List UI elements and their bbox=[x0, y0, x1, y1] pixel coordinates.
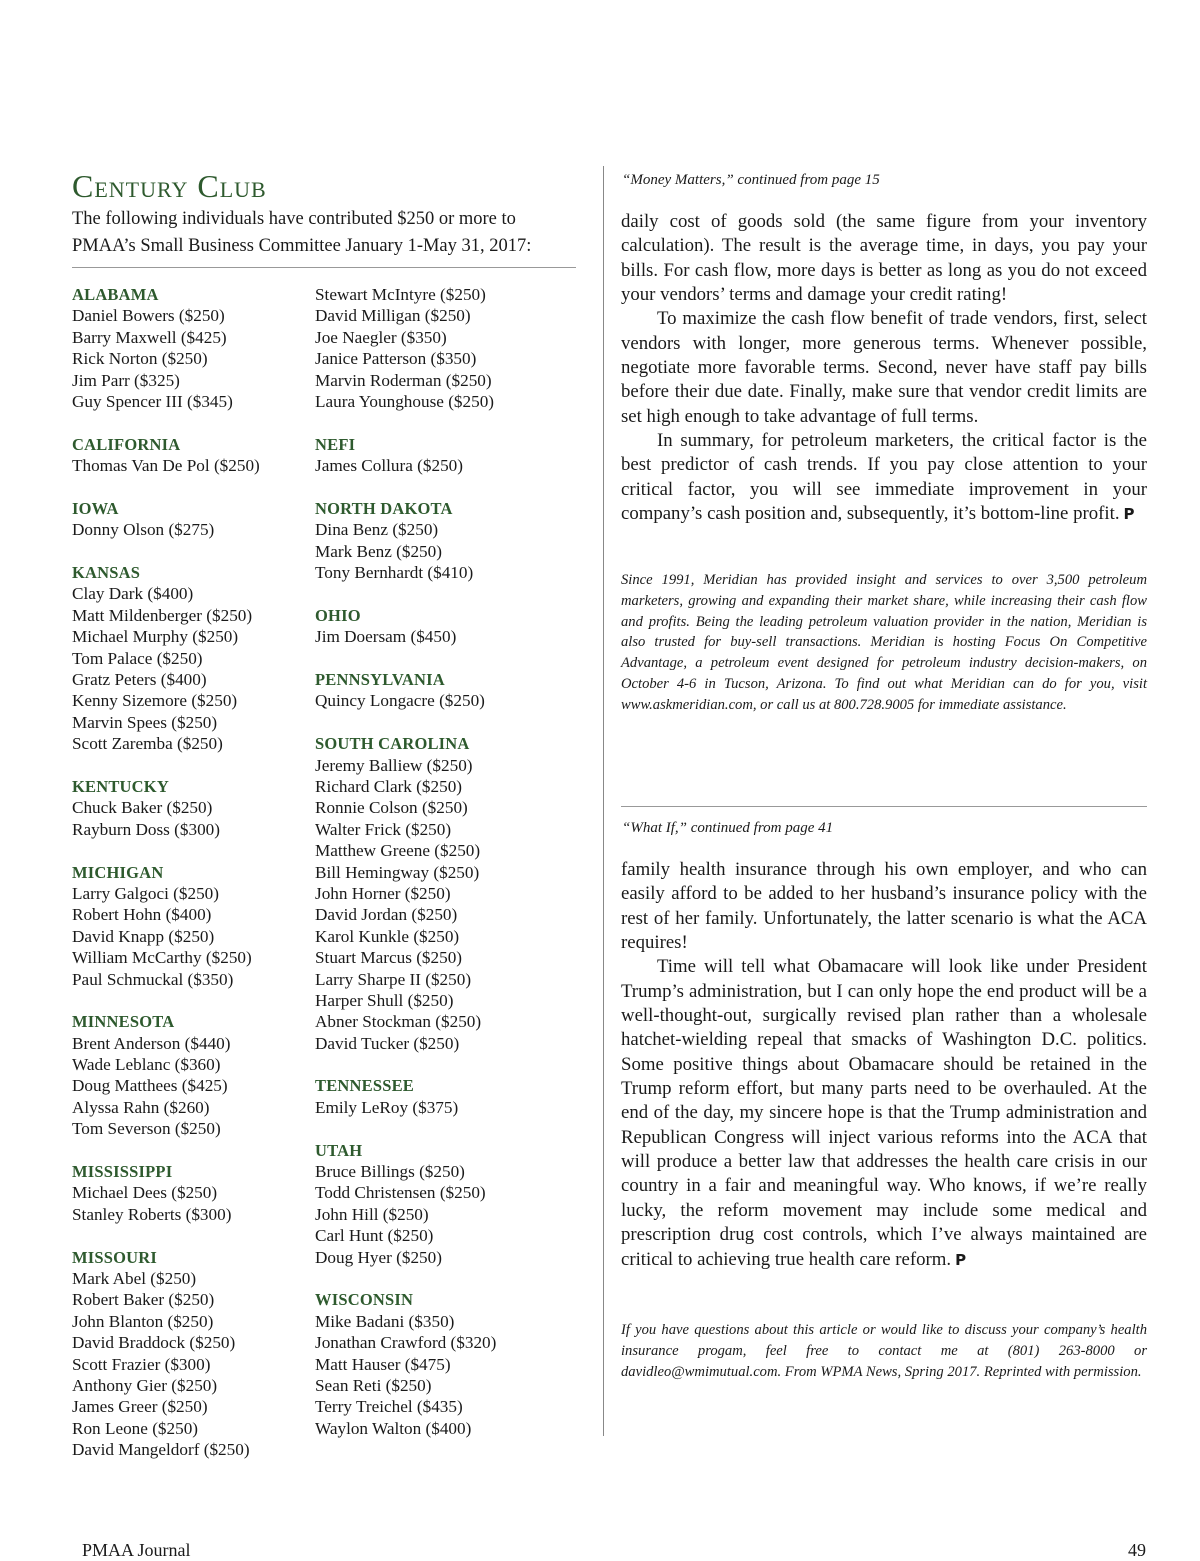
journal-name: PMAA Journal bbox=[82, 1540, 191, 1560]
state-group bbox=[315, 1289, 553, 1439]
contributor-entry: Rick Norton ($250) bbox=[72, 349, 208, 369]
contributor-entry: David Mangeldorf ($250) bbox=[72, 1440, 250, 1460]
contributor-entry: David Tucker ($250) bbox=[315, 1033, 460, 1053]
contributor-column-2 bbox=[315, 284, 553, 1460]
contributor-entry: Mark Abel ($250) bbox=[72, 1268, 197, 1288]
contributor-entry: Quincy Longacre ($250) bbox=[315, 691, 485, 711]
state-heading: CALIFORNIA bbox=[72, 434, 181, 454]
state-group bbox=[72, 284, 310, 412]
state-group bbox=[315, 284, 553, 412]
contributor-entry: Rayburn Doss ($300) bbox=[72, 819, 220, 839]
article-paragraph bbox=[621, 429, 1147, 526]
section-divider bbox=[72, 267, 576, 268]
state-group bbox=[72, 434, 310, 477]
contributor-entry: Jim Parr ($325) bbox=[72, 370, 180, 390]
contributor-entry: Walter Frick ($250) bbox=[315, 819, 452, 839]
state-group bbox=[72, 562, 310, 755]
contributor-entry: Tony Bernhardt ($410) bbox=[315, 563, 474, 583]
contributor-entry: Laura Younghouse ($250) bbox=[315, 391, 495, 411]
contributor-entry: Joe Naegler ($350) bbox=[315, 327, 447, 347]
contributor-entry: Alyssa Rahn ($260) bbox=[72, 1097, 210, 1117]
article-paragraph-text: Time will tell what Obamacare will look like under President Trump’s administration, but I can only hope the end product will be a well-thought-out, surgically revised plan rather than a wholesale hatchet-wielding repeal that smacks of Washington D.C. politics. Some positive things about Obamacare should be retained in the Trump reform effort, but many parts need to be overhauled. At the end of the day, my sincere hope is that the Trump administration and Republican Congress will inject various reforms into the ACA that will produce a better law that addresses the health care crisis in our country in a fair and meaningful way. Who knows, if we’re really lucky, the reform movement may include some medical and prescription drug cost controls, which I’ve always maintained are critical to achieving true health care reform. bbox=[621, 956, 1147, 1270]
state-heading: WISCONSIN bbox=[315, 1290, 414, 1310]
contributor-entry: Chuck Baker ($250) bbox=[72, 798, 213, 818]
state-heading: SOUTH CAROLINA bbox=[315, 734, 470, 754]
contributor-entry: Thomas Van De Pol ($250) bbox=[72, 456, 260, 476]
contributor-entry: Tom Severson ($250) bbox=[72, 1119, 221, 1139]
state-group bbox=[72, 862, 310, 990]
state-group bbox=[315, 669, 553, 712]
contributor-entry: Harper Shull ($250) bbox=[315, 990, 454, 1010]
contributor-entry: Marvin Spees ($250) bbox=[72, 712, 218, 732]
contributor-entry: Larry Galgoci ($250) bbox=[72, 883, 219, 903]
contributor-entry: Robert Baker ($250) bbox=[72, 1290, 215, 1310]
contributor-entry: Jim Doersam ($450) bbox=[315, 627, 457, 647]
contributor-entry: Stuart Marcus ($250) bbox=[315, 948, 463, 968]
article-paragraph-text: In summary, for petroleum marketers, the critical factor is the best predictor of cash trends. If you pay close attention to your critical factor, you will see immediate improvement in your company’s cash position and, subsequently, it’s bottom-line profit. bbox=[621, 430, 1147, 525]
contributor-entry: Guy Spencer III ($345) bbox=[72, 391, 233, 411]
money-matters-article bbox=[621, 210, 1147, 526]
contributor-entry: David Braddock ($250) bbox=[72, 1333, 236, 1353]
contributor-entry: Karol Kunkle ($250) bbox=[315, 926, 460, 946]
end-mark-icon: P bbox=[955, 1250, 967, 1269]
state-heading: NEFI bbox=[315, 434, 356, 454]
contributor-entry: Clay Dark ($400) bbox=[72, 584, 194, 604]
state-heading: MINNESOTA bbox=[72, 1012, 175, 1032]
article-paragraph: To maximize the cash flow benefit of trade vendors, first, select vendors with longer, more generous terms. Whenever possible, negotiate more favorable terms. Second, never have staff pay bills before their due date. Finally, make sure that vendor credit limits are set high enough to take advantage of full terms. bbox=[621, 308, 1147, 427]
state-group bbox=[315, 1140, 553, 1268]
contributor-entry: Scott Zaremba ($250) bbox=[72, 734, 223, 754]
contributor-entry: James Greer ($250) bbox=[72, 1397, 208, 1417]
contributor-entry: Terry Treichel ($435) bbox=[315, 1397, 463, 1417]
state-heading: OHIO bbox=[315, 605, 361, 625]
state-heading: KANSAS bbox=[72, 563, 141, 583]
contributor-entry: Barry Maxwell ($425) bbox=[72, 327, 227, 347]
contributor-entry: David Knapp ($250) bbox=[72, 926, 215, 946]
contributor-entry: Todd Christensen ($250) bbox=[315, 1183, 486, 1203]
article-paragraph: family health insurance through his own employer, and who can easily afford to be added to her husband’s insurance policy with the rest of her family. Unfortunately, the latter scenario is what the ACA requires! bbox=[621, 859, 1147, 954]
contributor-entry: Bill Hemingway ($250) bbox=[315, 862, 480, 882]
state-group bbox=[72, 1161, 310, 1225]
contributor-entry: John Hill ($250) bbox=[315, 1204, 429, 1224]
money-matters-continued-label: “Money Matters,” continued from page 15 bbox=[622, 172, 880, 188]
state-group bbox=[315, 498, 553, 584]
state-heading: PENNSYLVANIA bbox=[315, 670, 445, 690]
contributor-entry: Matt Hauser ($475) bbox=[315, 1354, 451, 1374]
contributor-entry: John Blanton ($250) bbox=[72, 1311, 214, 1331]
contributor-entry: Matthew Greene ($250) bbox=[315, 841, 481, 861]
state-heading: ALABAMA bbox=[72, 285, 159, 304]
state-group bbox=[72, 498, 310, 541]
article-divider bbox=[621, 806, 1147, 807]
author-contact-note: If you have questions about this article or would like to discuss your company’s health insurance progam, feel free to contact me at (801) 263-8000 or davidleo@wmimutual.com. From WPMA News, Spring 2017. Reprinted with permission. bbox=[621, 1322, 1147, 1380]
what-if-continued-label: “What If,” continued from page 41 bbox=[622, 820, 834, 836]
contributor-entry: Paul Schmuckal ($350) bbox=[72, 969, 234, 989]
century-club-title: Century Club bbox=[72, 168, 267, 204]
state-heading: MISSISSIPPI bbox=[72, 1162, 173, 1182]
contributor-entry: Matt Mildenberger ($250) bbox=[72, 605, 253, 625]
state-group bbox=[72, 1011, 310, 1139]
contributor-entry: Abner Stockman ($250) bbox=[315, 1012, 482, 1032]
state-heading: UTAH bbox=[315, 1140, 363, 1160]
contributor-entry: John Horner ($250) bbox=[315, 883, 451, 903]
article-paragraph: daily cost of goods sold (the same figure from your inventory calculation). The result is the average time, in days, you pay your bills. For cash flow, more days is better as long as you do not exceed your vendors’ terms and damage your credit rating! bbox=[621, 211, 1147, 306]
contributor-entry: Michael Dees ($250) bbox=[72, 1183, 218, 1203]
state-group bbox=[72, 776, 310, 840]
state-group bbox=[315, 605, 553, 648]
contributor-entry: Emily LeRoy ($375) bbox=[315, 1097, 459, 1117]
contributor-entry: Carl Hunt ($250) bbox=[315, 1226, 434, 1246]
state-heading: KENTUCKY bbox=[72, 776, 169, 796]
contributor-entry: Mike Badani ($350) bbox=[315, 1311, 455, 1331]
state-group bbox=[315, 1075, 553, 1118]
contributor-entry: Michael Murphy ($250) bbox=[72, 627, 239, 647]
contributor-entry: Stewart McIntyre ($250) bbox=[315, 285, 486, 304]
state-heading: TENNESSEE bbox=[315, 1076, 415, 1096]
contributor-entry: Brent Anderson ($440) bbox=[72, 1033, 231, 1053]
contributor-entry: Scott Frazier ($300) bbox=[72, 1354, 211, 1374]
contributor-entry: Wade Leblanc ($360) bbox=[72, 1055, 221, 1075]
end-mark-icon: P bbox=[1123, 505, 1135, 524]
contributor-entry: David Jordan ($250) bbox=[315, 905, 458, 925]
contributor-entry: Jonathan Crawford ($320) bbox=[315, 1333, 497, 1353]
contributor-entry: Waylon Walton ($400) bbox=[315, 1418, 472, 1438]
column-divider bbox=[603, 166, 604, 1436]
contributor-entry: Daniel Bowers ($250) bbox=[72, 306, 225, 326]
contributor-entry: Bruce Billings ($250) bbox=[315, 1162, 465, 1182]
contributor-entry: Anthony Gier ($250) bbox=[72, 1375, 218, 1395]
contributor-entry: Marvin Roderman ($250) bbox=[315, 370, 492, 390]
contributor-entry: Richard Clark ($250) bbox=[315, 776, 463, 796]
contributor-entry: James Collura ($250) bbox=[315, 456, 463, 476]
contributor-entry: Doug Matthees ($425) bbox=[72, 1076, 228, 1096]
state-group bbox=[315, 434, 553, 477]
state-heading: IOWA bbox=[72, 498, 119, 518]
contributor-column-1 bbox=[72, 284, 310, 1482]
contributor-entry: Tom Palace ($250) bbox=[72, 648, 203, 668]
article-paragraph bbox=[621, 955, 1147, 1271]
contributor-entry: Larry Sharpe II ($250) bbox=[315, 969, 472, 989]
century-club-intro: The following individuals have contributed $250 or more to PMAA’s Small Business Committee January 1-May 31, 2017: bbox=[72, 209, 532, 256]
contributor-entry: William McCarthy ($250) bbox=[72, 948, 252, 968]
contributor-entry: David Milligan ($250) bbox=[315, 306, 471, 326]
contributor-entry: Stanley Roberts ($300) bbox=[72, 1204, 232, 1224]
contributor-entry: Ron Leone ($250) bbox=[72, 1418, 199, 1438]
contributor-entry: Sean Reti ($250) bbox=[315, 1375, 432, 1395]
meridian-bio: Since 1991, Meridian has provided insight and services to over 3,500 petroleum marketers, growing and expanding their market share, while increasing their cash flow and profits. Being the leading petroleum valuation provider in the nation, Meridian is also trusted for buy-sell transactions. Meridian is hosting Focus On Competitive Advantage, a petroleum event designed for petroleum industry decision-makers, on October 4-6 in Tucson, Arizona. To find out what Meridian can do for you, visit www.askmeridian.com, or call us at 800.728.9005 for immediate assistance. bbox=[621, 572, 1147, 713]
what-if-article bbox=[621, 858, 1147, 1272]
state-group bbox=[72, 1247, 310, 1461]
state-heading: NORTH DAKOTA bbox=[315, 498, 453, 518]
contributor-entry: Kenny Sizemore ($250) bbox=[72, 691, 238, 711]
contributor-entry: Dina Benz ($250) bbox=[315, 520, 439, 540]
state-heading: MICHIGAN bbox=[72, 862, 164, 882]
state-group bbox=[315, 733, 553, 1054]
page-number: 49 bbox=[1128, 1540, 1146, 1560]
contributor-entry: Donny Olson ($275) bbox=[72, 520, 215, 540]
contributor-entry: Gratz Peters ($400) bbox=[72, 670, 207, 690]
contributor-entry: Jeremy Balliew ($250) bbox=[315, 755, 473, 775]
contributor-entry: Robert Hohn ($400) bbox=[72, 905, 212, 925]
contributor-entry: Janice Patterson ($350) bbox=[315, 349, 477, 369]
contributor-entry: Doug Hyer ($250) bbox=[315, 1247, 442, 1267]
state-heading: MISSOURI bbox=[72, 1247, 158, 1267]
contributor-entry: Mark Benz ($250) bbox=[315, 541, 442, 561]
contributor-entry: Ronnie Colson ($250) bbox=[315, 798, 468, 818]
